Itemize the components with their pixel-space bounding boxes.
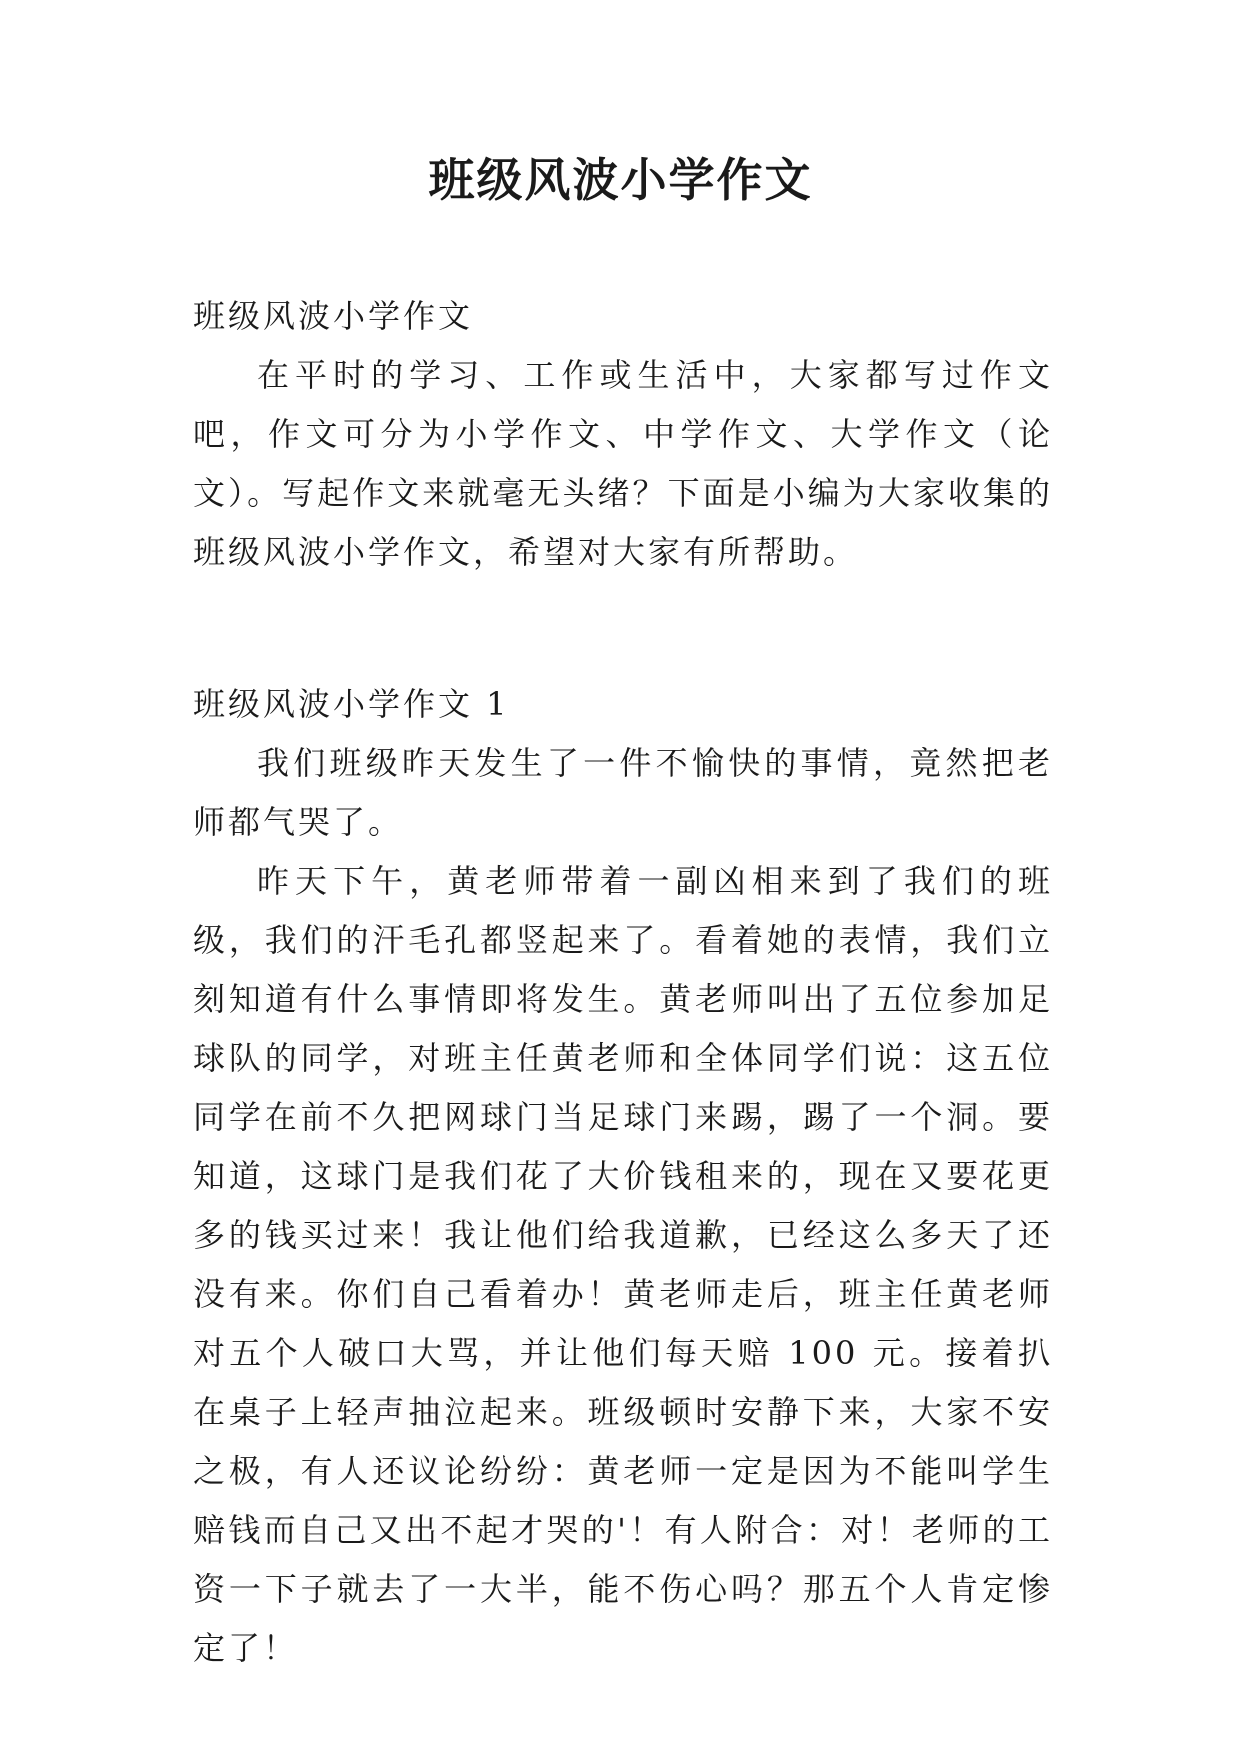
section-heading: 班级风波小学作文 1 [193,685,510,723]
body-paragraph: 昨天下午，黄老师带着一副凶相来到了我们的班级，我们的汗毛孔都竖起来了。看着她的表情，我们立刻知道有什么事情即将发生。黄老师叫出了五位参加足球队的同学，对班主任黄老师和全体同学们说：这五位同学在前不久把网球门当足球门来踢，踢了一个洞。要知道，这球门是我们花了大价钱租来的，现在又要花更多的钱买过来！我让他们给我道歉，已经这么多天了还没有来。你们自己看着办！黄老师走后，班主任黄老师对五个人破口大骂，并让他们每天赔 100 元。接着扒在桌子上轻声抽泣起来。班级顿时安静下来，大家不安之极，有人还议论纷纷：黄老师一定是因为不能叫学生赔钱而自己又出不起才哭的'！有人附合：对！老师的工资一下子就去了一大半，能不伤心吗？那五个人肯定惨定了！ [193,862,1053,1667]
section-spacer [193,582,1053,675]
intro-heading: 班级风波小学作文 [193,297,474,335]
body-paragraph: 我们班级昨天发生了一件不愉快的事情，竟然把老师都气哭了。 [193,744,1053,841]
intro-paragraph: 在平时的学习、工作或生活中，大家都写过作文吧，作文可分为小学作文、中学作文、大学作文（论文）。写起作文来就毫无头绪？下面是小编为大家收集的班级风波小学作文，希望对大家有所帮助。 [193,356,1053,571]
page-title: 班级风波小学作文 [428,153,813,207]
document-body [193,287,1053,1678]
